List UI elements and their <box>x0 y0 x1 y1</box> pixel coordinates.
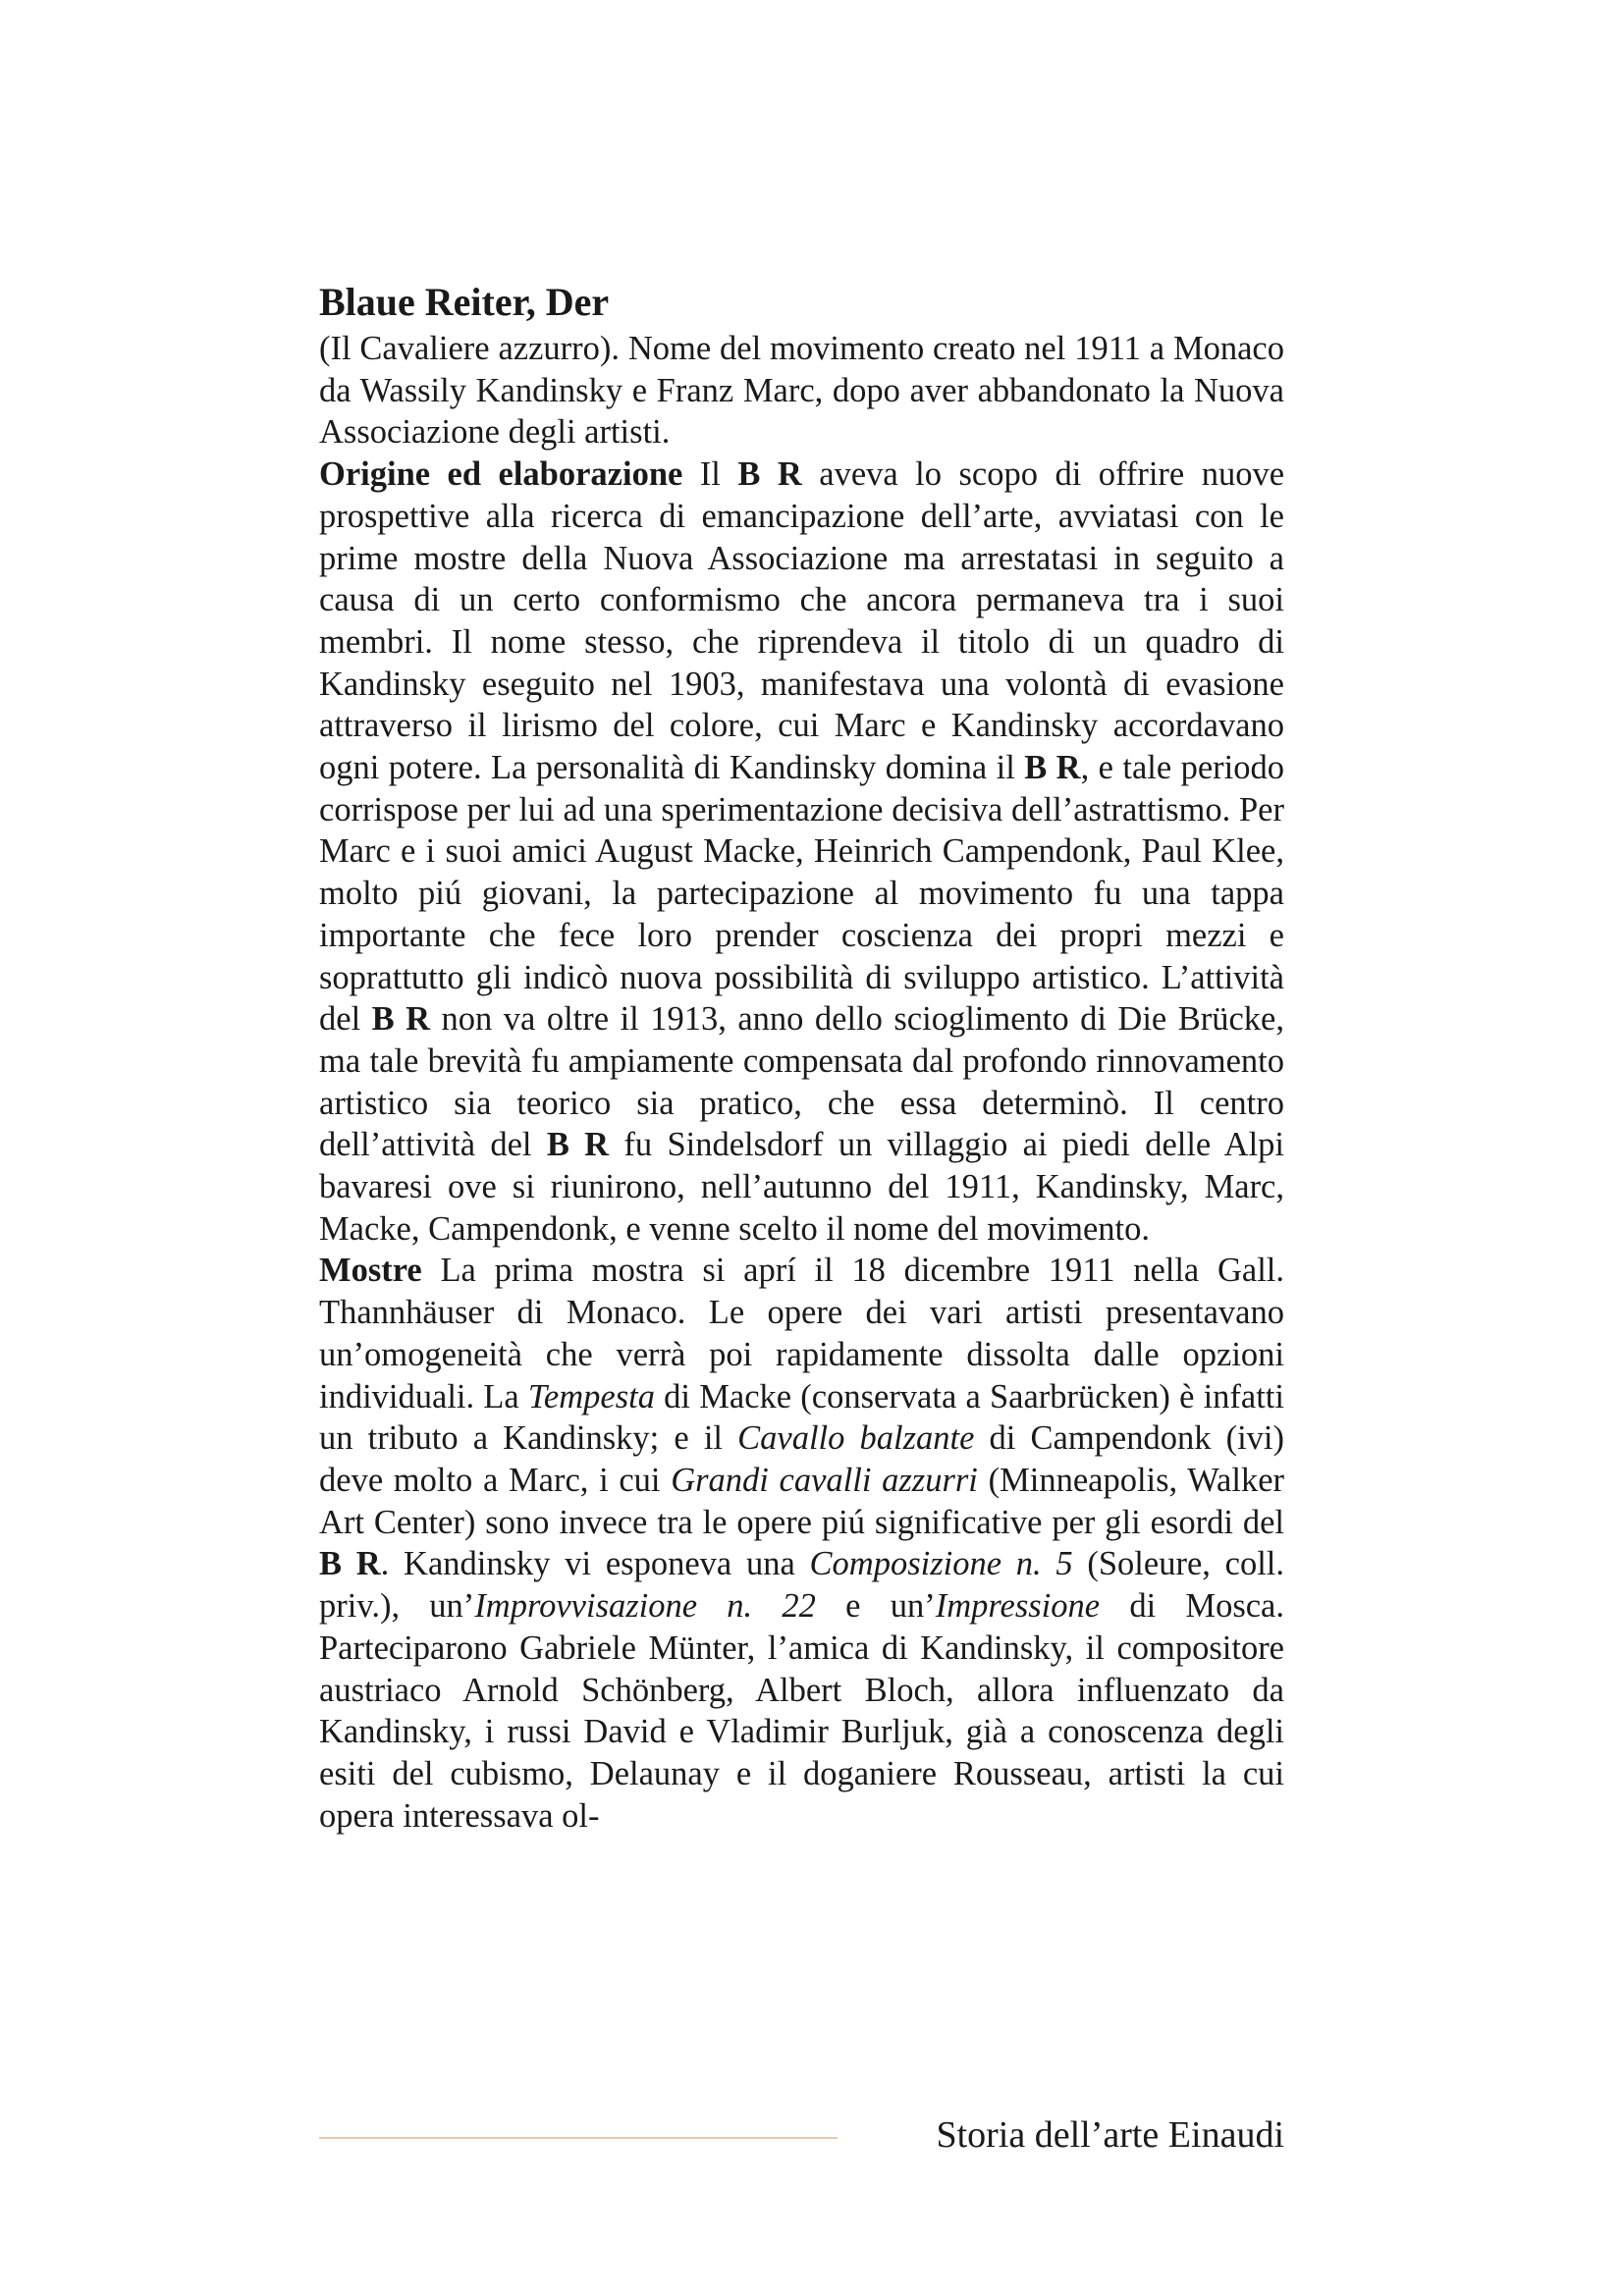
text-run: La prima mostra si aprí il 18 dicembre 1911 nella Gall. Thannhäuser di Monaco. Le opere dei vari artisti presentavano un’omogeneità che verrà poi rapidamente dissolta dalle opzioni individuali. La <box>319 1252 1284 1415</box>
text-run: non va oltre il 1913, anno dello scioglimento di Die Brücke, ma tale brevità fu ampiamente compensata dal profondo rinnovamento artistico sia teorico sia pratico, che essa determinò. Il centro dell’attività del <box>319 1000 1284 1164</box>
text-run: . Kandinsky vi esponeva una <box>380 1545 810 1583</box>
section-heading: Mostre <box>319 1252 422 1290</box>
text-run: di Mosca. Parteciparono Gabriele Münter, l’amica di Kandinsky, il compositore austriaco Arnold Schönberg, Albert Bloch, allora influenzato da Kandinsky, i russi David e Vladimir Burljuk, già a conoscenza degli esiti del cubismo, Delaunay e il doganiere Rousseau, artisti la cui opera interessava ol- <box>319 1587 1284 1835</box>
text-run: di Macke (conservata a Saarbrücken) è infatti un tributo a Kandinsky; e il <box>319 1377 1284 1458</box>
section-text <box>319 455 1284 1248</box>
entry-title: Blaue Reiter, Der <box>319 280 610 324</box>
text-run: , e tale periodo corrispose per lui ad una sperimentazione decisiva dell’astrattismo. Per Marc e i suoi amici August Macke, Heinrich Campendonk, Paul Klee, molto piú giovani, la partecipazione al movimento fu una tappa importante che fece loro prender coscienza dei propri mezzi e soprattutto gli indicò nuova possibilità di sviluppo artistico. L’attività del <box>319 749 1284 1039</box>
text-run: Il <box>699 455 738 494</box>
page-footer <box>319 2110 1284 2160</box>
bold-abbrev: B R <box>319 1545 381 1583</box>
text-run: (Minneapolis, Walker Art Center) sono invece tra le opere piú significative per gli esordi del <box>319 1461 1284 1541</box>
footer-rule <box>319 2137 838 2139</box>
footer-title: Storia dell’arte Einaudi <box>936 2114 1284 2156</box>
section-mostre <box>319 1250 1284 1837</box>
artwork-title: Impressione <box>935 1587 1101 1626</box>
text-run: aveva lo scopo di offrire nuove prospettive alla ricerca di emancipazione dell’arte, avviatasi con le prime mostre della Nuova Associazione ma arrestatasi in seguito a causa di un certo conformismo che ancora permaneva tra i suoi membri. Il nome stesso, che riprendeva il titolo di un quadro di Kandinsky eseguito nel 1903, manifestava una volontà di evasione attraverso il lirismo del colore, cui Marc e Kandinsky accordavano ogni potere. La personalità di Kandinsky domina il <box>319 455 1285 787</box>
artwork-title: Cavallo balzante <box>737 1419 975 1458</box>
artwork-title: Improvvisazione n. 22 <box>474 1587 816 1626</box>
artwork-title: Composizione n. 5 <box>809 1545 1073 1583</box>
bold-abbrev: B R <box>371 1000 431 1039</box>
text-run: (Soleure, coll. priv.), un’ <box>319 1545 1284 1626</box>
artwork-title: Grandi cavalli azzurri <box>671 1461 978 1499</box>
section-heading: Origine ed elaborazione <box>319 455 683 494</box>
bold-abbrev: B R <box>737 455 802 494</box>
artwork-title: Tempesta <box>527 1377 655 1415</box>
text-run: fu Sindelsdorf un villaggio ai piedi delle Alpi bavaresi ove si riunirono, nell’autunno del 1911, Kandinsky, Marc, Macke, Campendonk, e venne scelto il nome del movimento. <box>319 1126 1284 1248</box>
page-body <box>319 279 1284 1837</box>
section-text <box>319 1252 1284 1834</box>
bold-abbrev: B R <box>546 1126 610 1164</box>
section-origine <box>319 454 1284 1250</box>
text-run: e un’ <box>815 1587 936 1626</box>
text-run: di Campendonk (ivi) deve molto a Marc, i cui <box>319 1419 1284 1499</box>
entry-intro: (Il Cavaliere azzurro). Nome del movimento creato nel 1911 a Monaco da Wassily Kandinsky e Franz Marc, dopo aver abbandonato la Nuova Associazione degli artisti. <box>319 330 1284 452</box>
bold-abbrev: B R <box>1024 749 1081 787</box>
